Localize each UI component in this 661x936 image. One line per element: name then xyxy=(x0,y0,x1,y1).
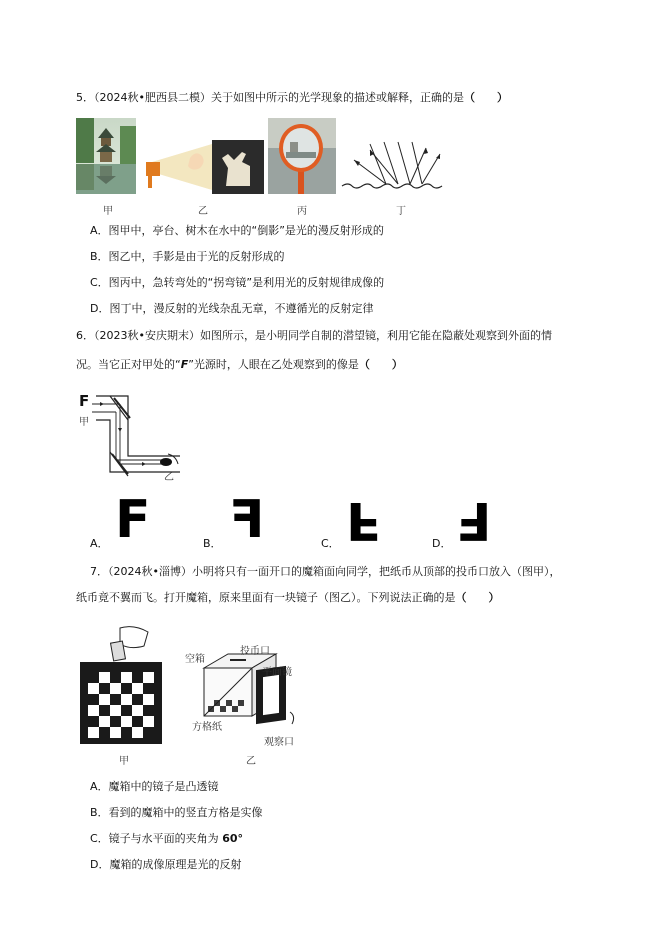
q6-fig-yi-label: 乙 xyxy=(164,472,174,483)
q5-caption-ding: 丁 xyxy=(396,206,406,217)
q6-option-b-label: B． xyxy=(203,537,222,550)
q7-label-guanchakou: 观察口 xyxy=(264,737,294,748)
q5-option-a: A．图甲中，亭台、树木在水中的“倒影”是光的漫反射形成的 xyxy=(90,224,384,237)
q7-caption-yi: 乙 xyxy=(246,756,256,767)
q6-option-c-label: C． xyxy=(321,537,340,550)
q7-option-c-angle: 60° xyxy=(222,832,243,845)
checker-square xyxy=(110,694,121,705)
q7-label-toubikou: 投币口 xyxy=(240,646,270,657)
checker-square xyxy=(132,672,143,683)
q6-option-d-glyph: F xyxy=(456,490,492,550)
q7-option-d: D．魔箱的成像原理是光的反射 xyxy=(90,858,242,871)
checker-square xyxy=(132,716,143,727)
q6-option-a-label: A． xyxy=(90,537,109,550)
q7-stem-line2: 纸币竟不翼而飞。打开魔箱，原来里面有一块镜子（图乙）。下列说法正确的是（ ） xyxy=(76,591,500,604)
q5-option-b: B．图乙中，手影是由于光的反射形成的 xyxy=(90,250,285,263)
checker-square xyxy=(99,683,110,694)
q5-answer-paren: （ ） xyxy=(463,91,508,104)
q5-figure-ding-diffuse-reflection xyxy=(340,140,446,194)
q6-option-c-glyph: F xyxy=(346,490,382,550)
q5-option-c: C．图丙中，急转弯处的“拐弯镜”是利用光的反射规律成像的 xyxy=(90,276,385,289)
q5-caption-jia: 甲 xyxy=(103,206,113,217)
q5-stem: 5．（2024秋•肥西县二模）关于如图中所示的光学现象的描述或解释，正确的是（ ） xyxy=(76,91,508,104)
q6-stem-f: F xyxy=(180,358,189,371)
q6-stem-line1: 6．（2023秋•安庆期末）如图所示，是小明同学自制的潜望镜，利用它能在隐蔽处观察到外面的情 xyxy=(76,329,552,342)
q6-option-b-glyph: F xyxy=(229,490,265,550)
checker-square xyxy=(110,672,121,683)
q7-answer-paren: （ ） xyxy=(455,591,500,604)
checker-square xyxy=(88,672,99,683)
checker-square xyxy=(143,683,154,694)
q7-caption-jia: 甲 xyxy=(119,756,129,767)
q6-stem-line2: 况。当它正对甲处的“F”光源时，人眼在乙处观察到的像是（ ） xyxy=(76,358,403,371)
q6-option-d-label: D． xyxy=(432,537,452,550)
q7-label-fanggezhi: 方格纸 xyxy=(192,722,222,733)
q7-option-c: C．镜子与水平面的夹角为 60° xyxy=(90,832,243,845)
q5-caption-bing: 丙 xyxy=(297,206,307,217)
checker-square xyxy=(143,705,154,716)
checker-square xyxy=(110,716,121,727)
q5-option-d: D．图丁中，漫反射的光线杂乱无章，不遵循光的反射定律 xyxy=(90,302,374,315)
q6-answer-paren: （ ） xyxy=(358,358,403,371)
q7-label-pingmianjing: 平面镜 xyxy=(262,667,292,678)
q7-label-kongxiang: 空箱 xyxy=(185,654,205,665)
q7-option-b: B．看到的魔箱中的竖直方格是实像 xyxy=(90,806,263,819)
checker-square xyxy=(143,727,154,738)
q6-fig-f-label: F xyxy=(79,392,90,410)
q7-option-a: A．魔箱中的镜子是凸透镜 xyxy=(90,780,219,793)
q6-option-a-glyph: F xyxy=(115,490,151,550)
checker-square xyxy=(121,727,132,738)
q5-figure-yi-hand-shadow xyxy=(142,140,264,194)
checker-square xyxy=(88,716,99,727)
checker-square xyxy=(88,694,99,705)
checker-square xyxy=(121,683,132,694)
checker-square xyxy=(121,705,132,716)
q7-stem-line1: 7．（2024秋•淄博）小明将只有一面开口的魔箱面向同学，把纸币从顶部的投币口放入（图甲）， xyxy=(90,565,561,578)
checker-square xyxy=(99,705,110,716)
checker-square xyxy=(132,694,143,705)
q7-figure-jia-magic-box xyxy=(80,624,162,744)
q6-periscope-figure xyxy=(76,392,192,482)
q6-fig-jia-label: 甲 xyxy=(79,417,89,428)
q5-figure-bing-corner-mirror xyxy=(268,118,336,194)
q5-caption-yi: 乙 xyxy=(198,206,208,217)
checker-square xyxy=(99,727,110,738)
q5-figure-jia-pavilion xyxy=(76,118,136,194)
